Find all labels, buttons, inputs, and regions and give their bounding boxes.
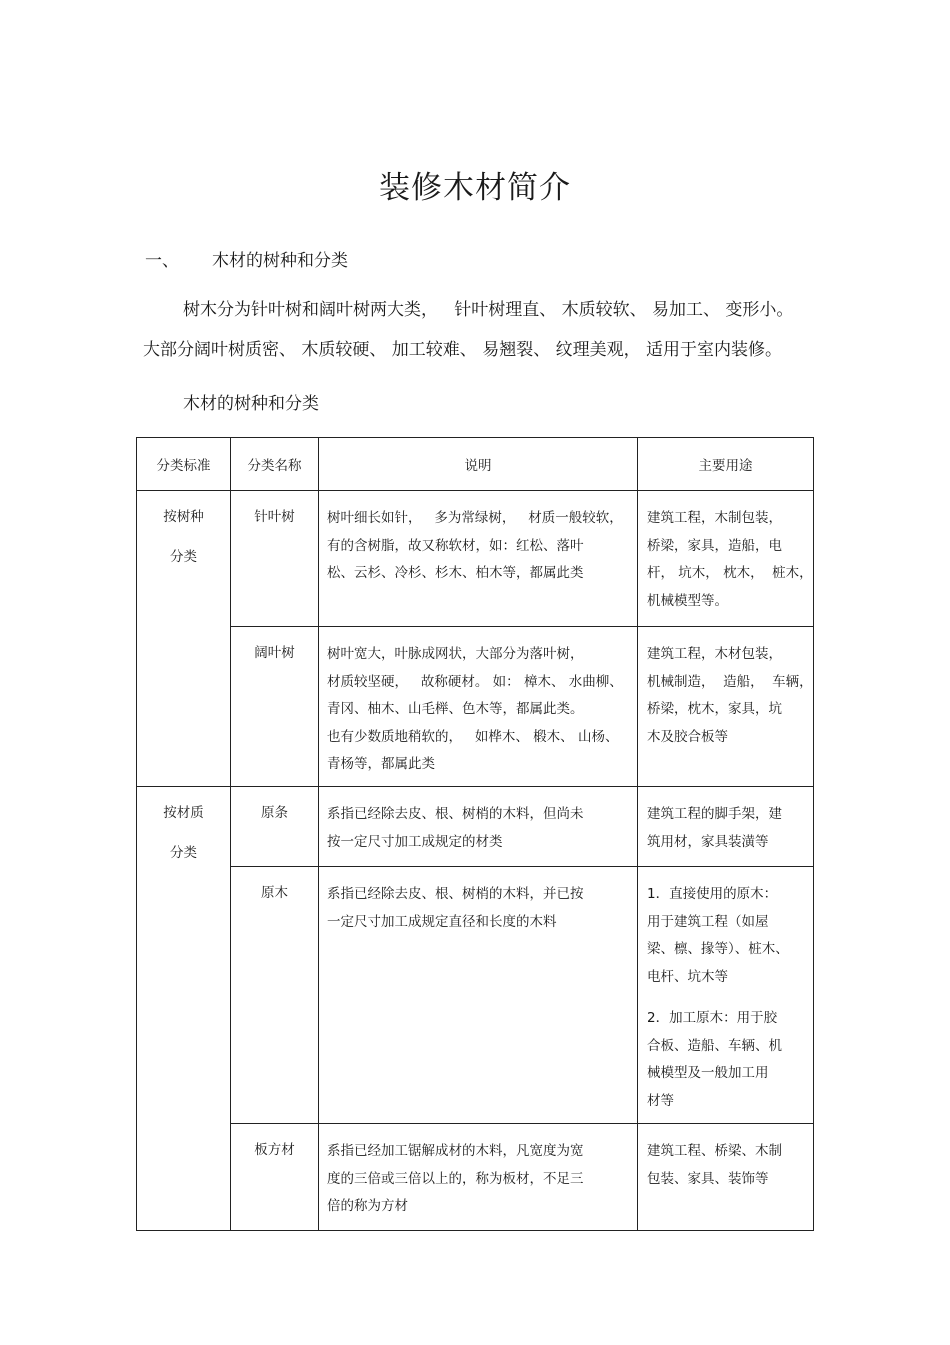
usage-line: 机械制造， 造船， 车辆，	[647, 673, 813, 690]
intro-paragraph	[143, 290, 823, 370]
category-label-line1: 按树种	[163, 509, 204, 525]
type-usage	[638, 1124, 814, 1231]
document-title: 装修木材简介	[379, 170, 571, 206]
type-name: 针叶树	[231, 491, 319, 627]
wood-classification-table	[136, 437, 814, 1231]
usage-line: 杆， 坑木， 枕木， 桩木，	[647, 565, 813, 581]
usage-line: 机械模型等。	[647, 592, 728, 609]
header-usage: 主要用途	[638, 438, 814, 491]
header-description: 说明	[319, 438, 638, 491]
usage-line: 筑用材，家具装潢等	[647, 833, 769, 850]
table-caption: 木材的树种和分类	[183, 394, 319, 414]
usage-line: 用于建筑工程（如屋	[647, 913, 769, 930]
usage-paragraph-1	[647, 881, 807, 991]
usage-line: 电杆、坑木等	[647, 968, 728, 985]
desc-line: 青冈、柚木、山毛榉、色木等，都属此类。	[327, 701, 584, 717]
desc-line: 度的三倍或三倍以上的，称为板材，不足三	[327, 1170, 584, 1187]
type-description	[319, 867, 638, 1124]
type-description	[319, 491, 638, 627]
header-name: 分类名称	[231, 438, 319, 491]
type-description	[319, 627, 638, 787]
usage-line: 2．加工原木：用于胶	[647, 1010, 778, 1026]
desc-line: 也有少数质地稍软的， 如桦木、 椴木、 山杨、	[327, 728, 619, 745]
usage-line: 1．直接使用的原木：	[647, 886, 778, 902]
type-name: 原条	[231, 787, 319, 867]
paragraph-line-1: 树木分为针叶树和阔叶树两大类， 针叶树理直、 木质较软、 易加工、 变形小。	[183, 300, 794, 320]
usage-paragraph-2	[647, 1005, 807, 1115]
usage-line: 建筑工程的脚手架，建	[647, 806, 782, 822]
desc-line: 一定尺寸加工成规定直径和长度的木料	[327, 913, 557, 930]
section-number: 一、	[145, 251, 179, 271]
table-header-row	[137, 438, 814, 491]
desc-line: 有的含树脂，故又称软材，如：红松、落叶	[327, 537, 584, 554]
table-row	[137, 627, 814, 787]
table-row	[137, 1124, 814, 1231]
desc-line: 倍的称为方材	[327, 1198, 408, 1214]
usage-line: 械模型及一般加工用	[647, 1065, 769, 1081]
desc-line: 系指已经除去皮、根、树梢的木料，但尚未	[327, 806, 584, 822]
desc-line: 材质较坚硬， 故称硬材。 如： 樟木、 水曲柳、	[327, 673, 623, 690]
desc-line: 按一定尺寸加工成规定的材类	[327, 833, 503, 850]
usage-line: 木及胶合板等	[647, 728, 728, 745]
desc-line: 树叶宽大，叶脉成网状，大部分为落叶树，	[327, 646, 584, 662]
category-label-line2: 分类	[170, 845, 197, 861]
header-standard: 分类标准	[137, 438, 231, 491]
usage-line: 包装、家具、装饰等	[647, 1170, 769, 1187]
type-description	[319, 1124, 638, 1231]
type-usage	[638, 627, 814, 787]
category-label-line2: 分类	[170, 549, 197, 565]
usage-line: 材等	[647, 1092, 674, 1109]
desc-line: 树叶细长如针， 多为常绿树， 材质一般较软，	[327, 510, 623, 526]
type-name: 原木	[231, 867, 319, 1124]
paragraph-line-2: 大部分阔叶树质密、 木质较硬、 加工较难、 易翘裂、 纹理美观， 适用于室内装修。	[143, 340, 783, 360]
type-name: 板方材	[231, 1124, 319, 1231]
usage-line: 桥梁，家具，造船，电	[647, 537, 782, 554]
type-usage	[638, 491, 814, 627]
category-label-line1: 按材质	[163, 805, 204, 821]
desc-line: 松、云杉、冷杉、杉木、柏木等，都属此类	[327, 565, 584, 581]
usage-line: 梁、檩、掾等）、桩木、	[647, 941, 789, 957]
table-row	[137, 867, 814, 1124]
type-name: 阔叶树	[231, 627, 319, 787]
type-usage	[638, 867, 814, 1124]
table-row	[137, 787, 814, 867]
desc-line: 系指已经除去皮、根、树梢的木料，并已按	[327, 886, 584, 902]
usage-line: 建筑工程，木制包装，	[647, 510, 782, 526]
usage-line: 建筑工程、桥梁、木制	[647, 1143, 782, 1159]
category-cell-by-material	[137, 787, 231, 1231]
table-row	[137, 491, 814, 627]
desc-line: 系指已经加工锯解成材的木料，凡宽度为宽	[327, 1143, 584, 1159]
usage-line: 建筑工程，木材包装，	[647, 646, 782, 662]
section-heading: 木材的树种和分类	[212, 251, 348, 271]
type-description	[319, 787, 638, 867]
usage-line: 桥梁，枕木，家具，坑	[647, 701, 782, 717]
type-usage	[638, 787, 814, 867]
usage-line: 合板、造船、车辆、机	[647, 1037, 782, 1054]
desc-line: 青杨等，都属此类	[327, 756, 435, 772]
category-cell-by-species	[137, 491, 231, 787]
